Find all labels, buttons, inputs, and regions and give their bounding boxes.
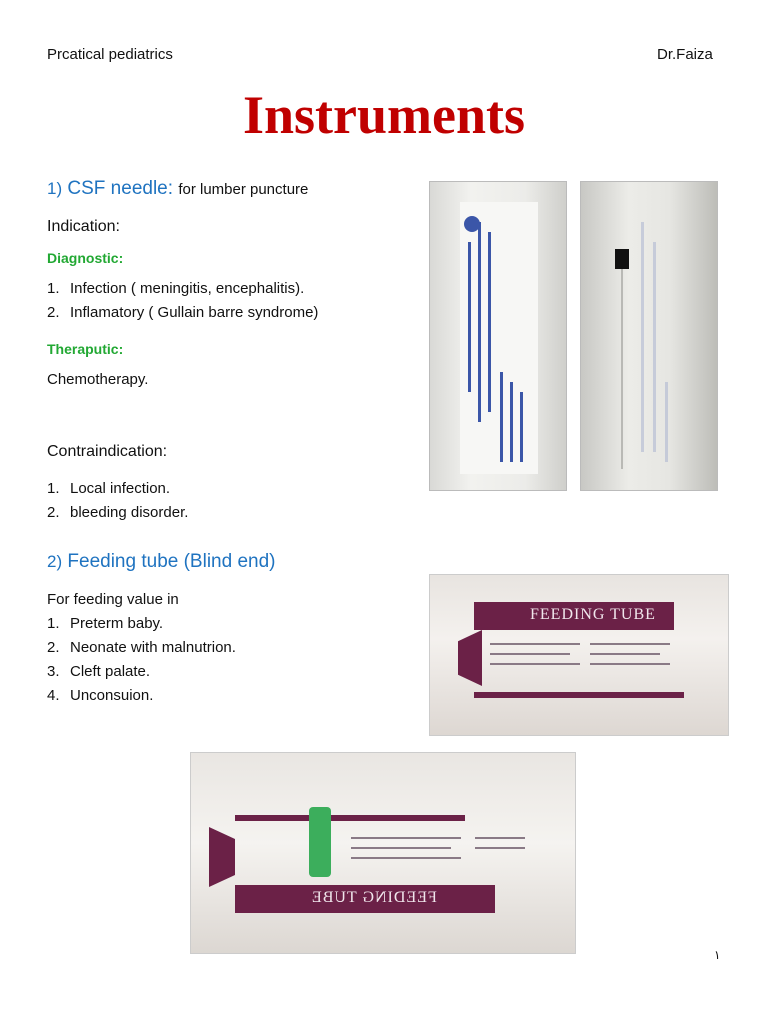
label-text-line [475,847,525,849]
contraindication-colon: : [162,443,168,460]
csf-needle-package-photo [429,181,567,491]
label-text-line [488,232,491,412]
feeding-tube-package-photo [429,574,729,736]
label-text-line [590,653,660,655]
list-item [47,662,407,686]
list-number: 1. [47,280,60,297]
label-text-line [490,663,580,665]
package-top-band [235,815,465,821]
label-text-line [351,847,451,849]
csf-needle-unpacked-photo [580,181,718,491]
contraindication-list [47,479,407,527]
faint-print-line [665,382,668,462]
list-text: Inflamatory ( Gullain barre syndrome) [70,304,319,321]
feeding-tube-unpacked-photo [190,752,576,954]
list-item [47,614,407,638]
needle-shaft [621,269,623,469]
label-text-line [590,643,670,645]
package-bottom-band [474,692,684,698]
tube-connector [309,807,331,877]
therapeutic-label: Theraputic: [47,341,124,357]
label-text-line [490,643,580,645]
list-item [47,303,407,327]
package-label-text: FEEDING TUBE [311,889,437,906]
brand-logo-mark [464,216,480,232]
indication-label: Indication [47,218,116,235]
page-title: Instruments [242,85,526,145]
label-text-line [468,242,471,392]
label-text-line [490,653,570,655]
label-text-line [500,372,503,462]
contraindication-heading [47,443,167,461]
section-2-number: 2) [47,552,63,571]
faint-print-line [653,242,656,452]
contraindication-label: Contraindication [47,443,163,460]
list-item [47,503,407,527]
section-2-heading [47,551,276,573]
list-item [47,479,407,503]
list-text: Cleft palate. [70,663,151,680]
therapeutic-text: Chemotherapy. [47,371,149,388]
label-text-line [351,837,461,839]
list-item [47,279,407,303]
list-text: Infection ( meningitis, encephalitis). [70,280,305,297]
label-text-line [520,392,523,462]
indication-heading [47,218,120,236]
list-item [47,686,407,710]
list-number: 1. [47,615,60,632]
section-2-title: Feeding tube (Blind end) [67,551,276,572]
diagnostic-list [47,279,407,327]
list-number: 2. [47,639,60,656]
faint-print-line [641,222,644,452]
list-text: Unconsuion. [70,687,154,704]
feeding-intro: For feeding value in [47,591,179,608]
label-text-line [590,663,670,665]
section-1-number: 1) [47,179,63,198]
list-text: bleeding disorder. [70,504,189,521]
section-1-title: CSF needle: [67,178,174,199]
feeding-uses-list [47,614,407,710]
list-text: Preterm baby. [70,615,164,632]
label-text-line [510,382,513,462]
list-text: Local infection. [70,480,171,497]
list-number: 2. [47,504,60,521]
list-number: 4. [47,687,60,704]
package-side-tab [458,630,482,686]
diagnostic-label: Diagnostic: [47,250,124,266]
label-text-line [478,222,481,422]
package-label-strip [460,202,538,474]
package-label-text: FEEDING TUBE [530,606,656,623]
header-author: Dr.Faiza [657,46,713,63]
needle-hub [615,249,629,269]
list-number: 1. [47,480,60,497]
section-1-subtitle: for lumber puncture [178,181,309,198]
package-side-tab [209,827,235,887]
indication-colon: : [115,218,120,235]
list-number: 3. [47,663,60,680]
list-text: Neonate with malnutrion. [70,639,236,656]
page-number: ١ [714,948,721,962]
list-number: 2. [47,304,60,321]
list-item [47,638,407,662]
label-text-line [475,837,525,839]
header-course-title: Prcatical pediatrics [47,46,173,63]
label-text-line [351,857,461,859]
section-1-heading [47,178,308,200]
